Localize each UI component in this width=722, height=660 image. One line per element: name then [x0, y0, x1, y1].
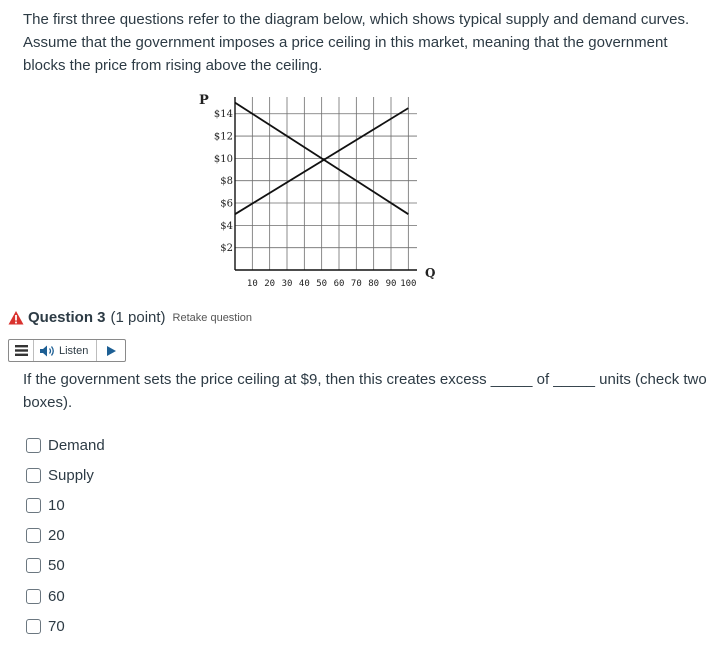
y-tick-label: $14 — [213, 109, 233, 121]
option-checkbox[interactable] — [26, 619, 41, 634]
x-tick-label: 70 — [350, 279, 362, 289]
option-checkbox[interactable] — [26, 438, 41, 453]
warning-icon — [8, 310, 24, 326]
option-checkbox[interactable] — [26, 558, 41, 573]
x-axis-label: Q — [425, 266, 436, 280]
x-tick-label: 40 — [298, 279, 310, 289]
listen-toolbar — [8, 339, 126, 362]
x-tick-label: 80 — [368, 279, 380, 289]
supply-demand-chart — [180, 88, 440, 298]
option-label: 60 — [48, 587, 65, 605]
y-tick-label: $12 — [213, 131, 233, 143]
answer-option[interactable] — [26, 460, 105, 490]
answer-option[interactable] — [26, 551, 105, 581]
option-label: 50 — [48, 557, 65, 575]
x-tick-label: 90 — [385, 279, 397, 289]
answer-option[interactable] — [26, 490, 105, 520]
y-tick-label: $4 — [220, 220, 233, 232]
answer-option[interactable] — [26, 430, 105, 460]
x-tick-label: 20 — [264, 279, 276, 289]
answer-option[interactable] — [26, 611, 105, 641]
y-tick-label: $10 — [213, 153, 233, 165]
question-points: (1 point) — [110, 309, 166, 326]
x-tick-label: 30 — [281, 279, 293, 289]
menu-icon — [15, 345, 28, 356]
x-tick-label: 60 — [333, 279, 345, 289]
question-header — [8, 309, 252, 326]
play-icon — [107, 346, 116, 356]
answer-option[interactable] — [26, 521, 105, 551]
answer-option[interactable] — [26, 581, 105, 611]
x-tick-label: 100 — [400, 279, 417, 289]
play-button[interactable] — [97, 340, 125, 361]
y-tick-label: $2 — [220, 243, 233, 255]
option-checkbox[interactable] — [26, 468, 41, 483]
answer-options — [26, 430, 105, 641]
option-checkbox[interactable] — [26, 589, 41, 604]
option-label: Demand — [48, 436, 105, 454]
question-text: If the government sets the price ceiling at $9, then this creates excess _____ of _____ units (check two boxes). — [23, 371, 707, 411]
x-tick-label: 50 — [316, 279, 328, 289]
intro-text: The first three questions refer to the diagram below, which shows typical supply and demand curves. Assume that the government imposes a price ceiling in this market, meaning that the government blocks the price from rising above the ceiling. — [23, 11, 690, 74]
menu-button[interactable] — [9, 340, 34, 361]
y-tick-label: $6 — [220, 198, 233, 210]
option-checkbox[interactable] — [26, 498, 41, 513]
listen-label: Listen — [59, 344, 89, 357]
option-label: Supply — [48, 466, 94, 484]
retake-question-link[interactable]: Retake question — [172, 311, 253, 324]
y-tick-label: $8 — [220, 176, 233, 188]
question-title: Question 3 — [28, 309, 106, 326]
y-axis-label: P — [199, 93, 209, 108]
option-label: 20 — [48, 527, 65, 545]
speaker-icon — [40, 345, 56, 357]
listen-button[interactable] — [34, 340, 97, 361]
option-checkbox[interactable] — [26, 528, 41, 543]
option-label: 10 — [48, 496, 65, 514]
option-label: 70 — [48, 617, 65, 635]
x-tick-label: 10 — [246, 279, 258, 289]
